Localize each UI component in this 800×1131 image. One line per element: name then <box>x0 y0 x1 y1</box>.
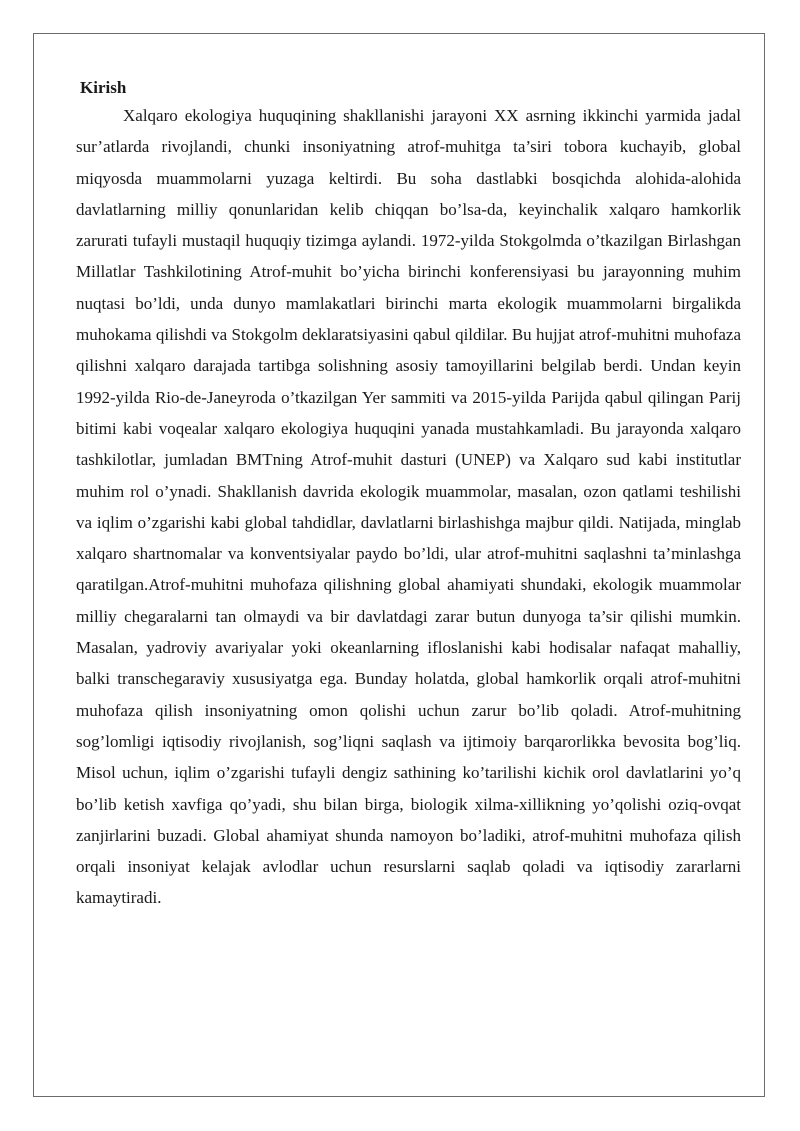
section-heading: Kirish <box>80 78 127 97</box>
body-paragraph: Xalqaro ekologiya huquqining shakllanishi jarayoni XX asrning ikkinchi yarmida jadal sur’atlarda rivojlandi, chunki insoniyatning atrof-muhitga ta’siri tobora kuchayib, global miqyosda muammolarni yuzaga keltirdi. Bu soha dastlabki bosqichda alohida-alohida davlatlarning milliy qonunlaridan kelib chiqqan bo’lsa-da, keyinchalik xalqaro hamkorlik zarurati tufayli mustaqil huquqiy tizimga aylandi. 1972-yilda Stokgolmda o’tkazilgan Birlashgan Millatlar Tashkilotining Atrof-muhit bo’yicha birinchi konferensiyasi bu jarayonning muhim nuqtasi bo’ldi, unda dunyo mamlakatlari birinchi marta ekologik muammolarni birgalikda muhokama qilishdi va Stokgolm deklaratsiyasini qabul qildilar. Bu hujjat atrof-muhitni muhofaza qilishni xalqaro darajada tartibga solishning asosiy tamoyillarini belgilab berdi. Undan keyin 1992-yilda Rio-de-Janeyroda o’tkazilgan Yer sammiti va 2015-yilda Parijda qabul qilingan Parij bitimi kabi voqealar xalqaro ekologiya huquqini yanada mustahkamladi. Bu jarayonda xalqaro tashkilotlar, jumladan BMTning Atrof-muhit dasturi (UNEP) va Xalqaro sud kabi institutlar muhim rol o’ynadi. Shakllanish davrida ekologik muammolar, masalan, ozon qatlami teshilishi va iqlim o’zgarishi kabi global tahdidlar, davlatlarni birlashishga majbur qildi. Natijada, minglab xalqaro shartnomalar va konventsiyalar paydo bo’ldi, ular atrof-muhitni saqlashni ta’minlashga qaratilgan.Atrof-muhitni muhofaza qilishning global ahamiyati shundaki, ekologik muammolar milliy chegaralarni tan olmaydi va bir davlatdagi zarar butun dunyoga ta’sir qilishi mumkin. Masalan, yadroviy avariyalar yoki okeanlarning ifloslanishi kabi hodisalar nafaqat mahalliy, balki transchegaraviy xususiyatga ega. Bunday holatda, global hamkorlik orqali atrof-muhitni muhofaza qilish insoniyatning omon qolishi uchun zarur bo’lib qoladi. Atrof-muhitning sog’lomligi iqtisodiy rivojlanish, sog’liqni saqlash va ijtimoiy barqarorlikka bevosita bog’liq. Misol uchun, iqlim o’zgarishi tufayli dengiz sathining ko’tarilishi kichik orol davlatlarini yo’q bo’lib ketish xavfiga qo’yadi, shu bilan birga, biologik xilma-xillikning yo’qolishi oziq-ovqat zanjirlarini buzadi. Global ahamiyat shunda namoyon bo’ladiki, atrof-muhitni muhofaza qilish orqali insoniyat kelajak avlodlar uchun resurslarni saqlab qoladi va iqtisodiy zararlarni kamaytiradi. <box>76 106 741 908</box>
document-body <box>76 76 741 914</box>
